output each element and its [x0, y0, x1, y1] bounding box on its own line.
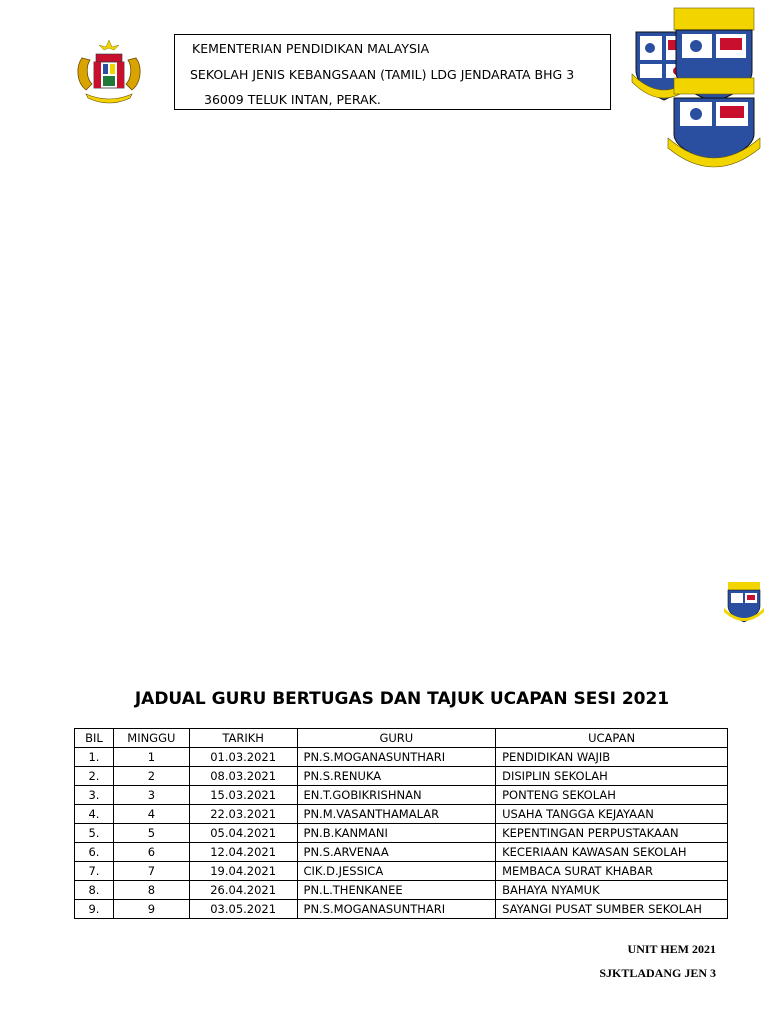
cell-minggu: 4 [113, 805, 189, 824]
header-box [174, 34, 611, 110]
footer-unit: UNIT HEM 2021 [627, 942, 716, 956]
cell-minggu: 7 [113, 862, 189, 881]
table-row [75, 824, 728, 843]
ministry-name: KEMENTERIAN PENDIDIKAN MALAYSIA [192, 41, 430, 56]
cell-tarikh: 26.04.2021 [189, 881, 297, 900]
table-row [75, 843, 728, 862]
school-crest-icon [722, 580, 766, 624]
cell-bil: 3. [75, 786, 114, 805]
cell-guru: PN.S.ARVENAA [297, 843, 496, 862]
cell-guru: CIK.D.JESSICA [297, 862, 496, 881]
school-crest-icon [666, 6, 762, 168]
cell-guru: PN.L.THENKANEE [297, 881, 496, 900]
cell-minggu: 3 [113, 786, 189, 805]
cell-minggu: 1 [113, 748, 189, 767]
cell-guru: PN.M.VASANTHAMALAR [297, 805, 496, 824]
cell-guru: PN.B.KANMANI [297, 824, 496, 843]
cell-tarikh: 12.04.2021 [189, 843, 297, 862]
cell-bil: 8. [75, 881, 114, 900]
cell-ucapan: MEMBACA SURAT KHABAR [496, 862, 728, 881]
cell-minggu: 9 [113, 900, 189, 919]
cell-bil: 1. [75, 748, 114, 767]
column-header-guru: GURU [297, 729, 496, 748]
cell-minggu: 6 [113, 843, 189, 862]
malaysia-coat-of-arms-icon [74, 38, 144, 106]
cell-bil: 9. [75, 900, 114, 919]
cell-minggu: 8 [113, 881, 189, 900]
cell-tarikh: 01.03.2021 [189, 748, 297, 767]
cell-tarikh: 05.04.2021 [189, 824, 297, 843]
table-row [75, 748, 728, 767]
cell-ucapan: KEPENTINGAN PERPUSTAKAAN [496, 824, 728, 843]
schedule-title: JADUAL GURU BERTUGAS DAN TAJUK UCAPAN SESI 2021 [134, 689, 670, 709]
column-header-ucapan: UCAPAN [496, 729, 728, 748]
cell-guru: PN.S.MOGANASUNTHARI [297, 748, 496, 767]
cell-tarikh: 22.03.2021 [189, 805, 297, 824]
column-header-minggu: MINGGU [113, 729, 189, 748]
cell-ucapan: SAYANGI PUSAT SUMBER SEKOLAH [496, 900, 728, 919]
cell-tarikh: 19.04.2021 [189, 862, 297, 881]
cell-guru: EN.T.GOBIKRISHNAN [297, 786, 496, 805]
cell-bil: 6. [75, 843, 114, 862]
schedule-table [74, 728, 728, 919]
table-header-row [75, 729, 728, 748]
cell-bil: 7. [75, 862, 114, 881]
cell-minggu: 2 [113, 767, 189, 786]
cell-tarikh: 03.05.2021 [189, 900, 297, 919]
column-header-tarikh: TARIKH [189, 729, 297, 748]
table-row [75, 767, 728, 786]
cell-ucapan: PENDIDIKAN WAJIB [496, 748, 728, 767]
table-row [75, 862, 728, 881]
footer-school: SJKTLADANG JEN 3 [599, 966, 716, 980]
cell-ucapan: USAHA TANGGA KEJAYAAN [496, 805, 728, 824]
cell-bil: 4. [75, 805, 114, 824]
cell-bil: 2. [75, 767, 114, 786]
cell-ucapan: DISIPLIN SEKOLAH [496, 767, 728, 786]
cell-ucapan: KECERIAAN KAWASAN SEKOLAH [496, 843, 728, 862]
school-address: 36009 TELUK INTAN, PERAK. [204, 92, 381, 107]
table-row [75, 805, 728, 824]
cell-ucapan: BAHAYA NYAMUK [496, 881, 728, 900]
column-header-bil: BIL [75, 729, 114, 748]
cell-bil: 5. [75, 824, 114, 843]
table-row [75, 786, 728, 805]
cell-ucapan: PONTENG SEKOLAH [496, 786, 728, 805]
cell-guru: PN.S.MOGANASUNTHARI [297, 900, 496, 919]
cell-minggu: 5 [113, 824, 189, 843]
cell-tarikh: 15.03.2021 [189, 786, 297, 805]
cell-guru: PN.S.RENUKA [297, 767, 496, 786]
table-row [75, 900, 728, 919]
school-name: SEKOLAH JENIS KEBANGSAAN (TAMIL) LDG JENDARATA BHG 3 [190, 67, 575, 82]
cell-tarikh: 08.03.2021 [189, 767, 297, 786]
table-row [75, 881, 728, 900]
